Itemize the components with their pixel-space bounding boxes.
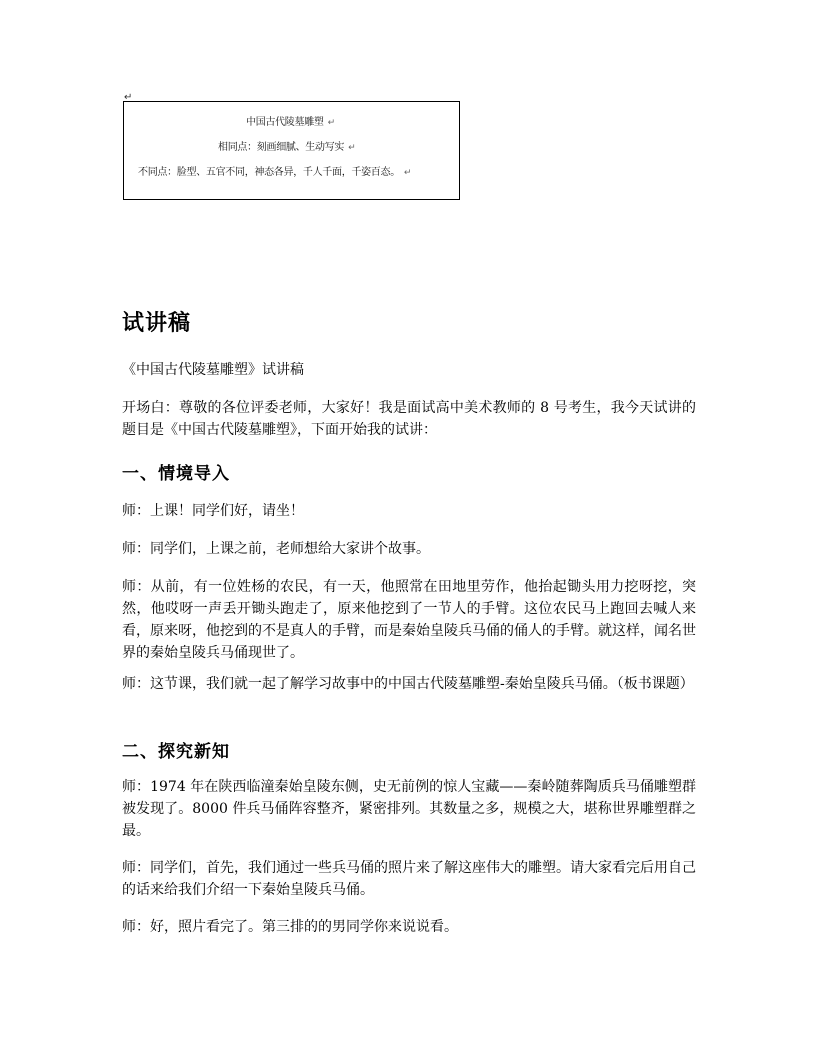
document-title: 试讲稿 (122, 311, 192, 336)
paragraph-topic: 师：这节课，我们就一起了解学习故事中的中国古代陵墓雕塑-秦始皇陵兵马俑。（板书课题） (122, 676, 694, 692)
return-mark-icon: ↵ (403, 168, 412, 178)
section-heading-intro: 一、情境导入 (122, 464, 230, 484)
paragraph-mark-icon: ↵ (124, 92, 133, 103)
board-title-text: 中国古代陵墓雕塑 (246, 117, 324, 128)
board-differences (138, 163, 411, 178)
return-mark-icon: ↵ (327, 118, 335, 128)
return-mark-icon: ↵ (348, 143, 356, 153)
paragraph-photos: 师：同学们，首先，我们通过一些兵马俑的照片来了解这座伟大的雕塑。请大家看完后用自己的话来给我们介绍一下秦始皇陵兵马俑。 (122, 860, 696, 898)
paragraph-story: 师：从前，有一位姓杨的农民，有一天，他照常在田地里劳作，他抬起锄头用力挖呀挖，突然，他哎呀一声丢开锄头跑走了，原来他挖到了一节人的手臂。这位农民马上跑回去喊人来看，原来呀，他挖到的不是真人的手臂，而是秦始皇陵兵马俑的俑人的手臂。就这样，闻名世界的秦始皇陵兵马俑现世了。 (122, 579, 696, 661)
opening-paragraph: 开场白：尊敬的各位评委老师，大家好！我是面试高中美术教师的 8 号考生，我今天试讲的题目是《中国古代陵墓雕塑》，下面开始我的试讲： (122, 400, 696, 438)
board-title (246, 113, 335, 128)
blackboard-design-box (123, 101, 460, 200)
paragraph-student-call: 师：好，照片看完了。第三排的的男同学你来说说看。 (122, 919, 458, 935)
document-subtitle: 《中国古代陵墓雕塑》试讲稿 (122, 362, 304, 378)
board-similarities (218, 138, 355, 153)
paragraph-discovery: 师：1974 年在陕西临潼秦始皇陵东侧，史无前例的惊人宝藏——秦岭随葬陶质兵马俑雕塑群被发现了。8000 件兵马俑阵容整齐，紧密排列。其数量之多，规模之大，堪称世界雕塑群之最。 (122, 779, 696, 839)
section-heading-explore: 二、探究新知 (122, 742, 230, 762)
board-differences-text: 不同点：脸型、五官不同，神态各异，千人千面，千姿百态。 (138, 167, 400, 178)
paragraph-story-intro: 师：同学们，上课之前，老师想给大家讲个故事。 (122, 541, 430, 557)
board-similarities-text: 相同点：刻画细腻、生动写实 (218, 142, 345, 153)
paragraph-greeting: 师：上课！同学们好，请坐！ (122, 503, 304, 519)
